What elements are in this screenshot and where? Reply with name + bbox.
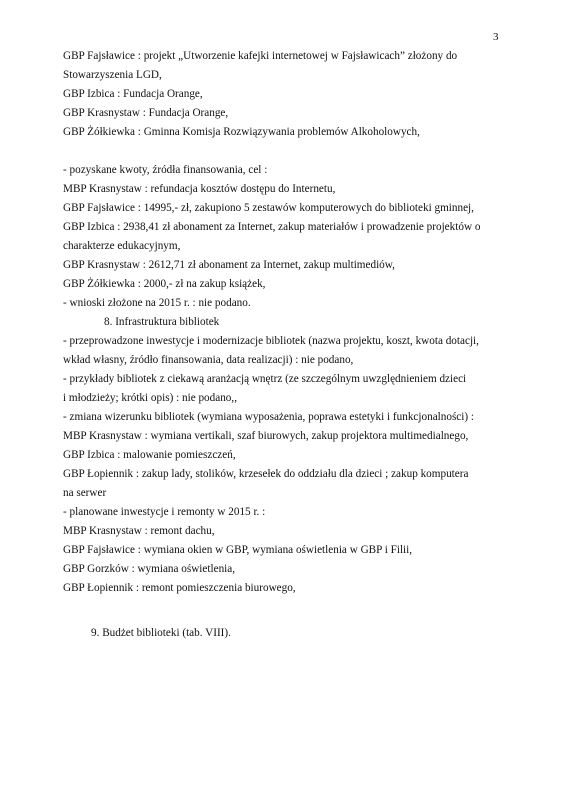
text-line: charakterze edukacyjnym,: [63, 240, 181, 252]
section-9: [63, 624, 506, 643]
text-line: MBP Krasnystaw : wymiana vertikali, szaf biurowych, zakup projektora multimedialnego,: [63, 430, 469, 442]
spacer: [63, 598, 506, 624]
text-line: GBP Żółkiewka : Gminna Komisja Rozwiązywania problemów Alkoholowych,: [63, 126, 420, 138]
text-line: GBP Fajsławice : wymiana okien w GBP, wymiana oświetlenia w GBP i Filii,: [63, 544, 413, 556]
text-line: GBP Izbica : malowanie pomieszczeń,: [63, 449, 236, 461]
text-line: - wnioski złożone na 2015 r. : nie podano.: [63, 297, 251, 309]
text-line: GBP Fajsławice : 14995,- zł, zakupiono 5 zestawów komputerowych do biblioteki gminnej,: [63, 202, 474, 214]
spacer: [63, 142, 506, 161]
funding-amounts-block: [63, 161, 506, 313]
text-line: - przykłady bibliotek z ciekawą aranżacją wnętrz (ze szczególnym uwzględnieniem dzieci: [63, 373, 467, 385]
text-line: wkład własny, źródło finansowania, data realizacji) : nie podano,: [63, 354, 354, 366]
text-line: na serwer: [63, 487, 107, 499]
text-line: - planowane inwestycje i remonty w 2015 r. :: [63, 506, 266, 518]
section-8: [63, 313, 506, 598]
text-line: Stowarzyszenia LGD,: [63, 69, 162, 81]
text-line: GBP Łopiennik : remont pomieszczenia biurowego,: [63, 582, 296, 594]
text-line: MBP Krasnystaw : refundacja kosztów dostępu do Internetu,: [63, 183, 336, 195]
page-content: [63, 47, 506, 643]
text-line: GBP Izbica : 2938,41 zł abonament za Internet, zakup materiałów i prowadzenie projektów o: [63, 221, 481, 233]
text-line: GBP Żółkiewka : 2000,- zł na zakup książek,: [63, 278, 266, 290]
text-line: - przeprowadzone inwestycje i modernizacje bibliotek (nazwa projektu, koszt, kwota dotacji,: [63, 335, 479, 347]
text-line: GBP Krasnystaw : Fundacja Orange,: [63, 107, 229, 119]
text-line: GBP Gorzków : wymiana oświetlenia,: [63, 563, 236, 575]
section-heading: 8. Infrastruktura bibliotek: [104, 316, 220, 328]
text-line: MBP Krasnystaw : remont dachu,: [63, 525, 215, 537]
text-line: - pozyskane kwoty, źródła finansowania, cel :: [63, 164, 268, 176]
text-line: - zmiana wizerunku bibliotek (wymiana wyposażenia, poprawa estetyki i funkcjonalności) :: [63, 411, 475, 423]
text-line: i młodzieży; krótki opis) : nie podano,,: [63, 392, 237, 404]
page-number: 3: [493, 31, 499, 43]
section-heading: 9. Budżet biblioteki (tab. VIII).: [91, 627, 231, 639]
text-line: GBP Izbica : Fundacja Orange,: [63, 88, 203, 100]
text-line: GBP Fajsławice : projekt „Utworzenie kafejki internetowej w Fajsławicach” złożony do: [63, 50, 458, 62]
funding-sources-block: [63, 47, 506, 142]
text-line: GBP Łopiennik : zakup lady, stolików, krzesełek do oddziału dla dzieci ; zakup komputera: [63, 468, 469, 480]
text-line: GBP Krasnystaw : 2612,71 zł abonament za Internet, zakup multimediów,: [63, 259, 395, 271]
